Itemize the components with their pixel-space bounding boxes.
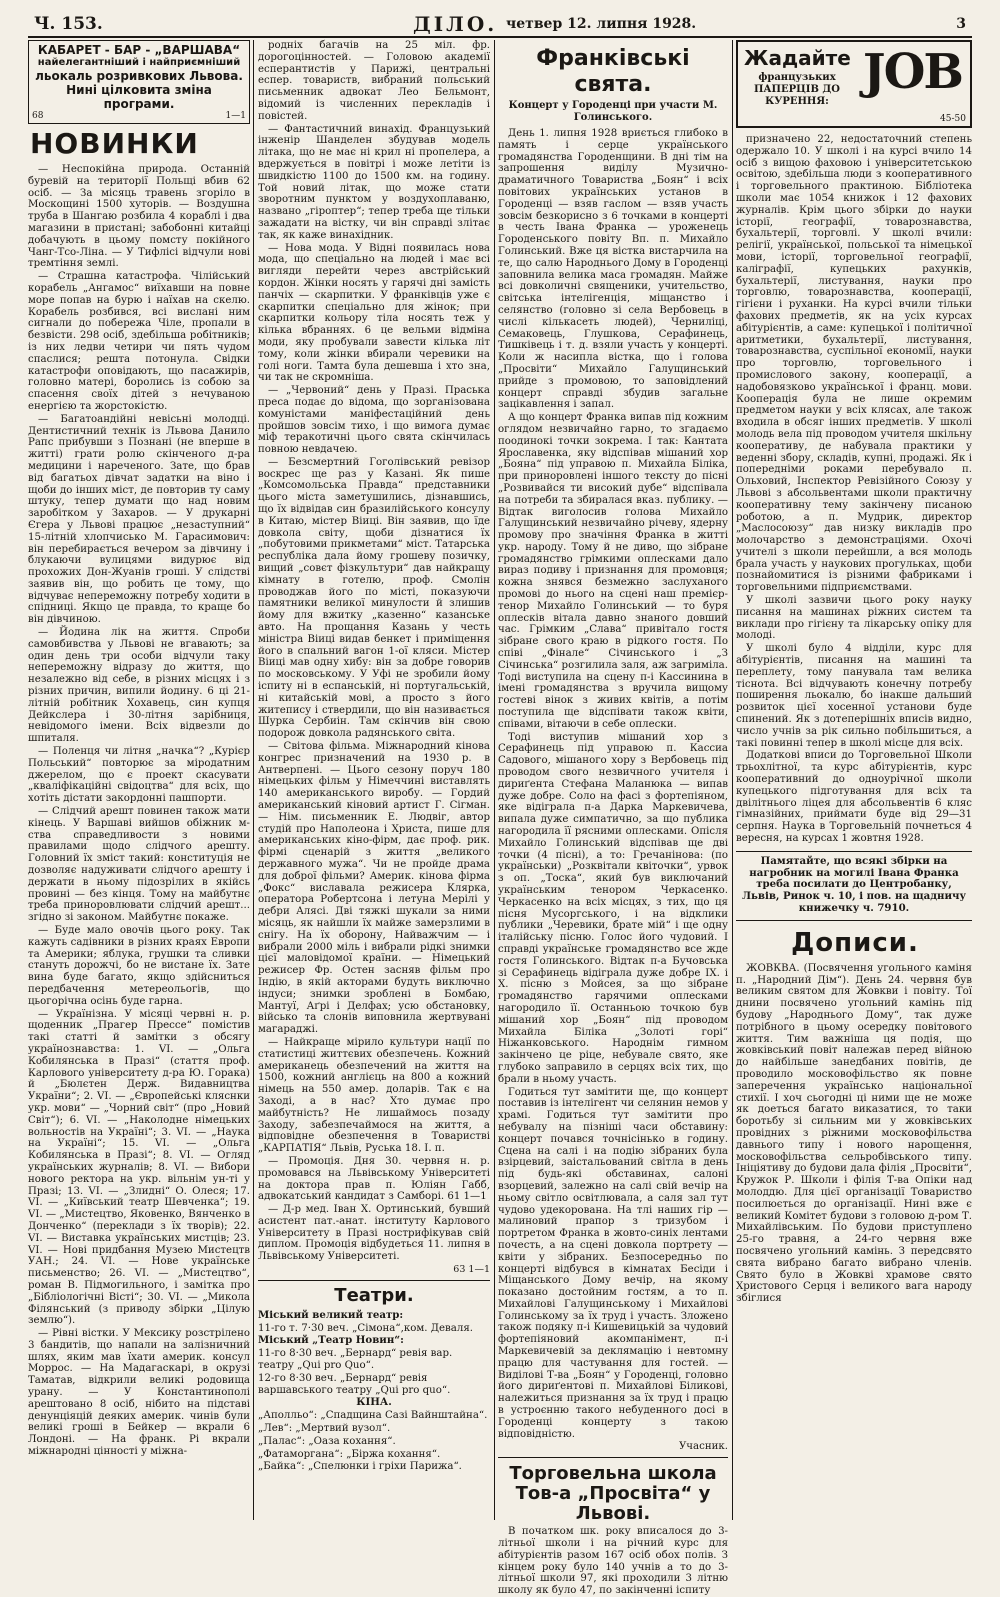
issue-date: четвер 12. липня 1928. xyxy=(506,16,697,32)
article-signature: Учасник. xyxy=(678,1441,728,1453)
news-item: — „Червоний“ день у Празі. Праська преса подає до відома, що зорганізована комуністами маніфестаційний день пройшов зовсім тихо, і що вимога думає міф теракотичні цього свята скінчилась повною невдачею. xyxy=(258,385,490,456)
franko-notice xyxy=(736,851,972,921)
theatre-line: Міський великий театр: xyxy=(258,1308,404,1321)
theatre-title: Театри. xyxy=(334,1284,414,1306)
news-item: — Поленця чи літня „начка“? „Курієр Польський“ повторює за міродатним джерелом, що є проект скасувати „кваліфікаційні свідоцтва“ для всіх, що хотіть дістати закордонні пашпорти. xyxy=(28,746,250,805)
ad-code: 1—1 xyxy=(225,111,246,121)
news-item: — Фантастичний винахід. Французький інженір Шанделен збудував модель літака, що не має ні крил ні пропелера, а вдержується в повітрі і може летіти із швидкістю 1100 до 1500 км. на годину. Той новий літак, що може стати зворотним пунктом у воздухоплаваню, названо „гіроптер“; тепер треба ще тільки зажадати на вістку, чи він справді злітає так, як каже винахідник. xyxy=(258,123,490,241)
theatre-line: Міський „Театр Новин“: xyxy=(258,1334,404,1347)
theatre-line: „Байка“: „Спелюнки і гріхи Парижа“. xyxy=(258,1461,462,1473)
theatre-listing xyxy=(258,1285,490,1473)
masthead: ДІЛО. xyxy=(413,12,498,36)
job-ad xyxy=(736,40,972,128)
article-paragraph: А що концерт Франка випав під кожним оглядом незвичайно гарно, то згадаємо поодинокі точки зокрема. І так: Кантата Ярославенка, яку відспівав мішаний хор „Бояна“ під управою п. Михайла Біліка, при приноровлені іншого тексту до пісні „Розвивайся ти високий дубе“ відспівала на потреби та збиралася вказ. публику. — Відтак виголосив голова Михайло Галущинський незвичайно річеву, ядерну промову про значіння Франка в житті укр. народу. Тому й не диво, що зібране громадянство грімкими оплесками дало вираз подиву і признання для промовця; кожна знявся безмежно заслуханого промові до нього на сцені наш премієр-тенор Михайло Голинський — то буря оплесків вітала давно знаного довший час. Грімким „Слава“ привітало гостя зібране свого краю в рідкого гостя. По співі „Фінале“ Січинського і „З Січинська“ розгилила заля, аж загриміла. Тоді виступила на сцену п-і Кассинина в імені громадянства з вручила вищому гостеві вінок з живих квітів, а потім поступила ще відспівати також квіти, співами, вітаючи в себе оплески. xyxy=(498,412,728,730)
column-4 xyxy=(736,40,972,1520)
article-paragraph: Додаткові вписи до Торговельної Школи трьохлітної, та курс абітурієнтів, курс кооперативний до одноурічної школи купецького підготування для всіх та двілітнього ліцея для абсольвентів 6 кляс гімназійних, приймати буде від 29—31 серпня. Наука в Торговельній почнеться 4 вересня, на курсах 1 жовтня 1928. xyxy=(736,750,972,845)
article-paragraph: призначено 22, недостаточний степень одержало 10. У школі і на курсі вчило 14 осіб з вищою фаховою і університетською освітою, здебільша люди з кооперативного і торговельного практиною. Бібліотека школи має 1054 книжок і 12 фахових журналів. Крім цього збірки до науки історії, географії, товарознавства, бухальтерії, торговлі. У школі вчили: релігії, української, польської та німецької мови, історії, торговельної географії, каліграфії, купецьких рахунків, бухальтерії, листування, науки про торговлю, товарознавства, кооперації, гігієни і руханки. На курсі вчили тільки фахових предметів, як на усіх курсах абітурієнтів, а саме: купецької і політичної аритметики, бухальтерії, листування, товарознавства, суспільної економії, науки про торговлю, торговельного і промислового закону, кооперації, а надобовязково української і франц. мови. Кооперація була не лише окремим предметом науки у всіх клясах, але також входила в обсяг інших предметів. У школі молодь вела під проводом учителя шкільну кооперативу, де набувала практики у веденні збору, складів, купні, продажі. Як і попередніми роками перебувало п. Ольховий, Інспектор Ревізійного Союзу у Львові з абсольвентами школи практичну кооперативну тему закінчену писаною роботою, а п. Мудрик, директор „Маслосоюзу“ дав низку викладів про молочарство з демонстраціями. Охочі учителі з школи перейшли, а вся молодь брала участь у наукових прогульках, щоби познайомитися із різними фабриками і торговельними підприємствами. xyxy=(736,134,972,594)
job-brand-logo: JOB xyxy=(862,44,962,100)
theatre-line: КІНА. xyxy=(356,1396,392,1409)
ad-line: льокаль розривкових Львова. xyxy=(35,69,243,83)
page-number: 3 xyxy=(956,16,966,32)
news-item: родніх багачів на 25 міл. фр. дорогоцінностей. — Головою академії есперантистів у Парижі, центральні еспер. товариств, вибраний польський письменник адвокат Лео Бельмонт, відомий із численних перекладів і повістей. xyxy=(258,40,490,122)
news-item: — Д-р мед. Іван Х. Ортинський, бувший асистент пат.-анат. інституту Карлового Університету в Празі нострифікував свій диплом. Промоція відбудеться 11. липня в Львівському Університеті. xyxy=(258,1204,490,1263)
news-item: — Йодина лік на життя. Спроби самовбивства у Львові не вгавають; за один день три особи відчули таку непереможну відразу до життя, що незалежно від себе, в різних місцях і з різних причин, випили йодину. 6 ці 21-літній робітник Хохавець, син купця Дейкслера і 30-літня зарібниця, невідомого імени. Всіх відвезли до шпиталя. xyxy=(28,627,250,745)
article-paragraph: ЖОВКВА. (Посвячення угольного каміня п. „Народний Дім“). День 24. червня був великим святом для Жовкви і повіту. Тої днини посвячено угольний камінь під будову „Народнього Дому“, так дуже потрібного в цьому осередку повітового життя. Тим важніша ця подія, що жовківський повіт належав перед війною до найбільше занедбаних повітів, де проводило московофільство як повне заперечення українсько національної стихії. І хоч сьогодні ці ними ще не може як доеться багато виказатися, то таки боротьбу зі сильним ми у жовківських провідних з ріжними московофільства давнього типу і нового нарощення, московофільства сельробівського типу. Ініціятиву до будови дала філія „Просвіти“, Кружок Р. Школи і філія Т-ва Опіки над молоддю. Для цієї організації Товариство посилюється до організації. Нині вже є великий Комітет будови з головою д-ром Т. Михайлівським. По будови приступлено 25-го травня, а 24-го червня вже посвячено угольний камінь. З передсвято свята вибрано багато вибрано членів. Свято було в Жовкві храмове свято Христового Серця і великого вага народу збіглися xyxy=(736,962,972,1305)
news-item: — Буде мало овочів цього року. Так кажуть садівники в різних краях Европи та Америки; яблука, грушки та сливки стануть дорожчі, бо не вистане їх. Зате вина буде багато, якщо здійсниться передбачення метереольогів, що цьогорічна осінь буде гарна. xyxy=(28,925,250,1007)
article-paragraph: У школі зазвичи цього року науку писання на машинах ріжних систем та виклади про гігієну та лікарську опіку для молоді. xyxy=(736,595,972,642)
news-item: — Неспокійна природа. Останній буревій на території Польщі вбив 62 осіб. — За місяць травень згоріло в Москощині 1500 хуторів. — Воздушна труба в Шангаю розбила 4 кораблі і два магазини в пристані; забобонні китайці добачують в цьому помсту покійного Чанг-Тсо-Ліна. — У Тифлісі відчули нові тремтіння землі. xyxy=(28,164,250,270)
theatre-line: 11-го 8·30 веч. „Бернард“ ревія вар. театру „Qui pro Quo“. xyxy=(258,1348,453,1372)
page-header xyxy=(28,12,972,38)
article-paragraph: У школі було 4 відділи, курс для абітурієнтів, писання на машині та переплету, тому панувала там велика тіснота. Всі відчувають конечну потребу поширення льокалю, бо інакше дальший розвиток цієї хосенної установи буде спинений. Як з дотеперішніх вписів видно, число учнів за рік сильно побільшиться, а такі повинні тепер в школі місце для всіх. xyxy=(736,643,972,749)
section-title-dopysy: Дописи. xyxy=(791,927,919,958)
news-item: — Рівні вістки. У Мексику розстрілено 3 бандитів, що напали на залізничний шлях, яким мав їхати америк. консул Моррос. — На Мадагаскарі, в окрузі Таматав, відкрили великі родовища урану. — У Константинополі арештовано 8 осіб, нібито на підставі денунціяцій деяких америк. чинів були великі гроші в Бейкер — вкрали 6 Лондоні. — На франк. Рі вкрали міжнародні цінності у міжна- xyxy=(28,1328,250,1458)
page-left: Ч. 153. xyxy=(34,14,103,34)
news-item: — Світова фільма. Міжнародний кінова конгрес призначений на 1930 р. в Антверпені. — Цього сезону поруч 180 німецьких фільм у Німеччині виставлять 140 американського виробу. — Гордий американський кіновий артист Г. Сігман. — Нім. письменник Е. Людвіг, автор студій про Наполеона і Христа, пише для американських кіно-фірм, дає проф. рик. фірмі сценарій з життя „великого державного мужа“. Чи не пройде драма для доброї фільми? Америк. кінова фірма „Фокс“ виславала режисера Клярка, оператора Робертсона і летуна Мерілі у дебри Алясі. Дві тяжкі шукали за ними місяць, як найшли їх майже замерзлими в снігу. На їх оборону, Найважчим — і вибрали 2000 міль і вибрали рідкі знимки цієї маловідомої країни. — Німецький режисер Фр. Остен засняв фільм про Індію, в якій акторами будуть виключно індуси; знимки зроблені в Бомбаю, Мантуї, Аґрі і Делфах; усю обстановку, військо та слонів виповнила жертвувані магараджі. xyxy=(258,741,490,1036)
news-item: — Найкраще мірило культури нації по статистиці життєвих обезпечень. Кожний американець обезпечений на життя на 1500, кожний англієць на 800 а кожний німець на 550 амер. доларів. Так є на Заході, а в нас? Хто думає про майбутність? Не лишаймось позаду Заходу, забезпечаймося на життя, а відповідне обезпечення в Товаристві „КАРПАТІЯ“ Львів, Руська 18. І. п. xyxy=(258,1036,490,1155)
column-1 xyxy=(28,40,250,1520)
section-title-novynky: НОВИНКИ xyxy=(30,127,199,160)
news-item: — Багатоандійні невісьні молодці. Дентистичний технік із Львова Данило Рапс прибувши з Познані (не вперше в житті) грати ролю скінченого д-ра медицини і нареченого. Зате, що брав від багатьох дівчат задатки на віно і щоби до інших міст, де повторив ту саму штуку, тепер думати що над новим заробітком у Захаров. — У друкарні Єгера у Львові працює „незаступний“ 15-літній хлопчисько М. Гарасимович: він перебирається вечером за дівчину і блукаючи вулицями видурює від прохожих Дон-Жуанів гроші. У слідстві заявив він, що робить це тому, що відчуває непереможну потребу ходити в спідниці. Якщо це правда, то краще бо він дівчиною. xyxy=(28,413,250,626)
divider xyxy=(258,1280,490,1281)
column-2 xyxy=(258,40,490,1520)
theatre-line: „Аполльо“: „Спадщина Сазі Вайнштайна“. xyxy=(258,1410,488,1422)
column-3 xyxy=(498,40,728,1597)
news-item: — Українізна. У місяці червні н. р. щоденник „Прагер Прессе“ помістив такі статті й замітки з обсягу українознавства: 1. VI. — „Ольга Кобилянська в Празі“ (стаття проф. Карлового університету д-ра Ю. Горака) й „Бюлєтен Держ. Видавництва України“; 2. VI. — „Європейські кляснки укр. мови“ — „Чорний світ“ (про „Новий Світ“); 6. VI. — „Наколодне німецьких вольностів на Україні“; 3. VI. — „Наука на Україні“; 15. VI. — „Ольга Кобилянська в Празі“; 8. VI. — Огляд українських журналів; 8. VI. — Вибори нового ректора на укр. вільнім ун-ті у Празі; 13. VI. — „Злидні“ О. Олеся; 17. VI. — „Київський театр Шевченка“; 19. VI. — „Мистецтво, Яковенко, Вянченко в Донченко“ (переклади з їх творів); 22. VI. — Виставка українських мистців; 23. VI. — Нові придбання Музею Мистецтв УАН.; 24. VI. — Нове українське письменство; 26. VI. — „Мистецтво“, роман В. Підмогильного, і замітка про „Бібліологічні Вісті“; 30. VI. — „Микола Філянський (з приводу збірки „Цілую землю“). xyxy=(28,1008,250,1327)
cabaret-ad xyxy=(28,40,250,124)
article-paragraph: День 1. липня 1928 вриється глибоко в память і серце українського громадянства Городенщини. В дні тім на запрошення виділу Музично-драматичного Товариства „Боян“ і всіх повітових українських установ в Городенці — взяв гаслом — взяв участь зовсім безкорисно з 6 точками в концерті в честь Івана Франка — уроженець Городенського повіту Вп. п. Михайло Голинський. Вже ця вістка вистарчила на те, що салю Народнього Дому в Городенці заповнила велика маса громадян. Майже всі довколичні священики, учительство, світська інтелігенція, міщанство і селянство (головно зі села Вербовець в числі кількасеть людей), Черниліці, Семаковець, Глушкова, Серафинець, Тишківець і т. д. взяли участь у концерті. Коли ж насипла вістка, що і голова „Просвіти“ Михайло Галущинський прийде з промовою, то заповідлений концерт справді збудив загальне зацікавлення і запал. xyxy=(498,128,728,411)
article-subtitle: Концерт у Городенці при участи М. Голинського. xyxy=(508,100,718,123)
ad-line: Нині цілковита зміна програми. xyxy=(66,83,212,111)
article-paragraph: В початком шк. року вписалося до 3-літньої школи і на річний курс для абітурієнтів разом 167 осіб обох полів. З кінцем року було 140 учнів а то до 3-літньої школи 97, які проходили 3 літню школу як було 47, по закінченні іспиту xyxy=(498,1526,728,1597)
column-rule xyxy=(732,40,733,1520)
theatre-line: 12-го 8·30 веч. „Бернард“ ревія варшавського театру „Qui pro quo“. xyxy=(258,1372,451,1396)
article-title: Франківські свята. xyxy=(536,46,690,97)
job-ad-top: Жадайте xyxy=(744,46,851,70)
news-item: — Слідчий арешт повинен також мати кінець. У Варшаві вийшов обіжник м-ства справедливости з новими правилами щодо слідчого арешту. Головний їх зміст такий: конституція не дозволяє надуживати слідчого арешту і держати в ньому підозрілих в якійсь провині — без кінця. Тому на майбутнє треба приноровлювати слідчий арешт... згідно зі законом. Майбутнє покаже. xyxy=(28,806,250,924)
school-title: Торговельна школа Тов-а „Просвіта“ у Львові. xyxy=(509,1463,717,1525)
theatre-line: „Лев“: „Мертвий вузол“. xyxy=(258,1423,391,1435)
news-item: — Безсмертний Гоголівський ревізор воскрес ще раз у Казані. Як пише „Комсомольська Правда“ представники цього міста заметушились, дізнавшись, що їх відвідав син бразилійського консулу в Китаю, містер Віиці. Він заявив, що їде довкола світу, щоби дізнатися їх „побутовими прикметами“ міст. Татарська республіка дала йому грошеву позичку, вищий „совєт фізкультури“ дав найкращу кімнату в готелю, проф. Смолін проводжав його по місті, показуючи памятники великої минулости й злишив йому для вжитку „казенно“ казанське авто. На прощання Казань у честь міністра Віиці видав бенкет і приміщення його в спальний вагон 1-ої кляси. Містер Віиці мав одну хибу: він за добре говорив по московському. У Уфі не зробили йому іспиту ні в еспанській, ні португальській, ні китайській мові, а просто з його житепису і ствердили, що він називається Шурка Сербиін. Там скінчив він свою подорож довкола радянського світа. xyxy=(258,456,490,740)
column-rule xyxy=(253,40,254,1520)
notice-text: Памятайте, що всякі збірки на нагробник на могилі Івана Франка треба посилати до Центробанку, Львів, Ринок ч. 10, і пов. на щадничу книжечку ч. 7910. xyxy=(741,854,967,914)
column-rule xyxy=(494,40,495,1520)
job-ad-mid: французьких ПАПЕРЦІВ ДО КУРЕННЯ: xyxy=(753,72,841,107)
news-item: — Нова мода. У Відні появилась нова мода, що спеціально на людей і має всі вигляди перейти через австрійський кордон. Жінки носять у гарячі дні замість панчіх — скарпитки. У франківців уже є скарпитки спеціально для жінок; при скарпитки кольору тіла носять теж у кілька вбраннях. 6 це вельми відміна моди, яку пробували завести кілька літ тому, коли жінки вбирали черевики на голі ноги. Тамта була дешевша і хто зна, чи так не скромніша. xyxy=(258,242,490,384)
theatre-line: „Палас“: „Оаза кохання“. xyxy=(258,1435,396,1447)
item-code: 63 1—1 xyxy=(453,1264,490,1276)
article-paragraph: Тоді виступив мішаний хор з Серафинець під управою п. Кассиа Садового, мішаного хору з Вербовець під проводом свого незвичного учителя і дириґента Стефана Маланюка — випав дуже добре. Соло на фасі з фортепіяном, яке відіграла п-а Дарка Маркевичева, випала дуже симпатично, за що публика нагородила її рясними оплесками. Опісля Михайло Голинський відспівав ще дві точки (4 пісні), а то: Гречанінова: (по українськи) „Розквітали квіточки“, урвок з оп. „Тоска“, який був виключаний українським тенором Черкасенко. Черкасенко на всіх місцях, з тих, що ця пісня Мусоргського, і на відклики публики „Черевики, брате мій“ і ще одну італійську пісню. Голос його чудовий. І справді українське громадянство все жде гостя Голинського. Відтак п-а Бучовська зі Серафинець відіграла дуже добре IX. і X. пісню з Мойсея, за що зібране громадянство гарячими оплесками нагородило її. Останньою точкою був мішаний хор „Боян“ під проводом Михайла Біліка „Золоті горі“ Ніжанковського. Народнім гимном закінчено це ріце, небувале свято, яке глубоко заправило в серцях всіх тих, що брали в ньому участь. xyxy=(498,731,728,1085)
news-item: — Страшна катастрофа. Чілійський корабель „Ангамос“ виїхавши на повне море попав на бурю і наїхав на скелю. Корабель розбився, всі вислані ним сигнали до побережа Чіле, пропали в безвісти. 298 осіб, здебільша робітників; із них ледви четири чи пять чудом спаслися; решта потонула. Свідки катастрофи оповідають, що пасажирів, головно матері, боролись із собою за спасення своїх дітей з нечуваною енергією та жорстокістю. xyxy=(28,271,250,412)
divider xyxy=(498,1457,728,1458)
ad-line: найелегантніший і найприємніший xyxy=(37,57,241,68)
ad-code: 68 xyxy=(32,111,44,121)
article-paragraph: Годиться тут замітити ще, що концерт поставив із інтелігент чи селянин немов у храмі. Годиться тут замітити про небувалу на пізніші часи обставину: концерт почався точнісінько в годину. Сцена на салі і на подію зібраних була взірцевий, заістальований світла в день під будь-які обставинах, салоні взорцевий, залежно на салі свій вечір на ньому світло освітлювала, а саля зал тут чудово удекорована. На тлі наших гір — малиновий прапор з тризубом і портретом Франка в жовто-синіх лентами почесть, а на сцені довкола портрету — квіти у зібраних. Безпосередньо по концерті відбувся в кімнатах Бесіди і Міщанського Дому вечір, на якому показано достойним гостям, а то п. Михайлові Галущинському і Михайлові Голинському за їх труд і участь. Зложено також подяку п-і Кишевицькій за чудовий фортепіяновий акомпанімент, п-і Маркевичевій за деклямацію і невтомну працю для частування для гостей. — Виділові Т-ва „Боян“ у Городенці, головно його дириґентові п. Михайлові Біликові, належиться признання за їх труд і працю в устроєнню такого небуденного досі в Городенці концерту з такою відповідністю. xyxy=(498,1086,728,1440)
ad-line: КАБАРЕТ - БАР - „ВАРШАВА“ xyxy=(37,43,241,57)
job-ad-code: 45-50 xyxy=(940,114,966,124)
theatre-line: 11-го т. 7·30 веч. „Сімона“,ком. Деваля. xyxy=(258,1322,473,1334)
news-item: — Промоція. Дня 30. червня н. р. промовався на Львівському Університеті на доктора прав п. Юліян Габб, адвокатський кандидат з Самборі. 61 1—1 xyxy=(258,1155,490,1203)
theatre-line: „Фатаморгана“: „Біржа кохання“. xyxy=(258,1448,441,1460)
